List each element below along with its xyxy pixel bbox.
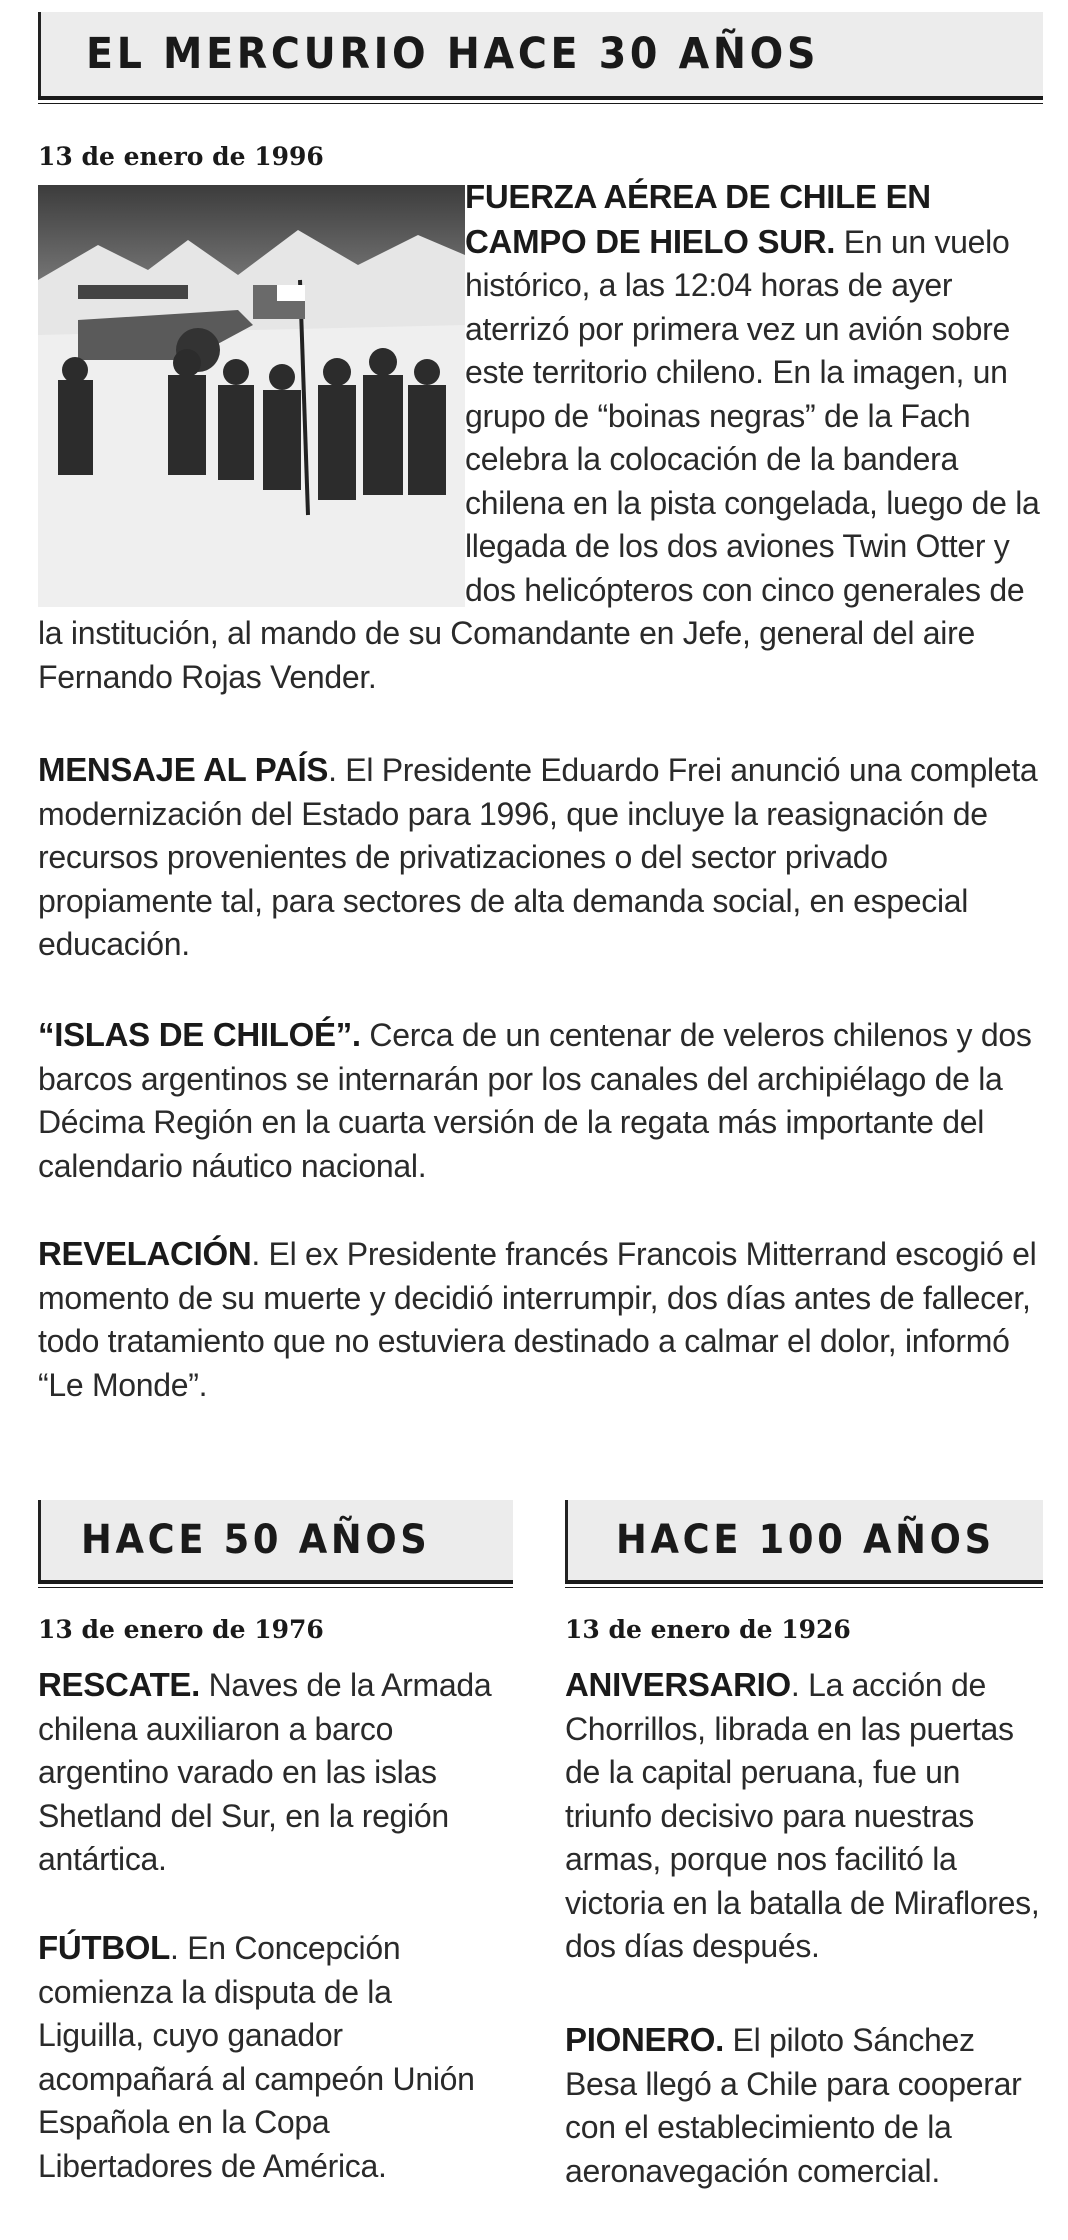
news-item [38,748,1043,967]
news-item [565,1663,1043,1969]
news-item [565,2018,1043,2193]
news-item-body: . En Concepción comienza la disputa de la Liguilla, cuyo ganador acompañará al campeón Unión Española en la Copa Libertadores de América. [38,1930,475,2184]
header-rule-thick [38,96,1043,100]
news-item [38,1926,498,2188]
news-item-body: El piloto Sánchez Besa llegó a Chile para cooperar con el establecimiento de la aeronavegación comercial. [565,2022,1022,2189]
news-item-body: Cerca de un centenar de veleros chilenos y dos barcos argentinos se internarán por los canales del archipiélago de la Décima Región en la cuarta versión de la regata más importante del calendario náutico nacional. [38,1017,1032,1184]
date-1996: 13 de enero de 1996 [38,142,324,171]
news-item-lead: FUERZA AÉREA DE CHILE EN CAMPO DE HIELO SUR. [465,178,931,260]
news-item-lead: PIONERO. [565,2021,724,2058]
news-item [38,1013,1043,1188]
photo-space [0,175,465,605]
date-1926: 13 de enero de 1926 [565,1615,851,1644]
header-rule-thin [38,103,1043,104]
news-item-lead: FÚTBOL [38,1929,171,1966]
header-rule-thin [38,1587,513,1588]
news-item-lead: ANIVERSARIO [565,1666,791,1703]
news-item-lead: “ISLAS DE CHILOÉ”. [38,1016,361,1053]
news-item [38,1663,498,1882]
news-item-lead: RESCATE. [38,1666,201,1703]
section30-article [38,175,1043,699]
news-item-body: . El ex Presidente francés Francois Mitterrand escogió el momento de su muerte y decidió interrumpir, dos días antes de fallecer, todo tratamiento que no estuviera destinado a calmar el dolor, informó “Le Monde”. [38,1236,1037,1403]
date-1976: 13 de enero de 1976 [38,1615,324,1644]
section-title-50: HACE 50 AÑOS [81,1517,431,1563]
section-title-100: HACE 100 AÑOS [616,1517,995,1563]
news-item-body: . El Presidente Eduardo Frei anunció una completa modernización del Estado para 1996, que incluye la reasignación de recursos provenientes de privatizaciones o del sector privado propiamente tal, para sectores de alta demanda social, en especial educación. [38,752,1038,962]
header-rule-thick [38,1580,513,1584]
news-item-body: Naves de la Armada chilena auxiliaron a barco argentino varado en las islas Shetland del Sur, en la región antártica. [38,1667,492,1877]
section-header-main [38,12,1043,96]
header-rule-thin [565,1587,1043,1588]
header-rule-thick [565,1580,1043,1584]
section-header-100 [565,1500,1043,1580]
section-header-50 [38,1500,513,1580]
news-item-body: . La acción de Chorrillos, librada en las puertas de la capital peruana, fue un triunfo decisivo para nuestras armas, porque nos facilitó la victoria en la batalla de Miraflores, dos días después. [565,1667,1040,1964]
news-item-lead: REVELACIÓN [38,1235,252,1272]
news-item-body: En un vuelo histórico, a las 12:04 horas de ayer aterrizó por primera vez un avión sobre este territorio chileno. En la imagen, un grupo de “boinas negras” de la Fach celebra la colocación de la bandera chilena en la pista congelada, luego de la llegada de los dos aviones Twin Otter y dos helicópteros con cinco generales de la institución, al mando de su Comandante en Jefe, general del aire Fernando Rojas Vender. [38,223,1040,695]
section-title-main: EL MERCURIO HACE 30 AÑOS [86,29,820,79]
news-item-lead: MENSAJE AL PAÍS [38,751,329,788]
news-item [38,1232,1043,1407]
